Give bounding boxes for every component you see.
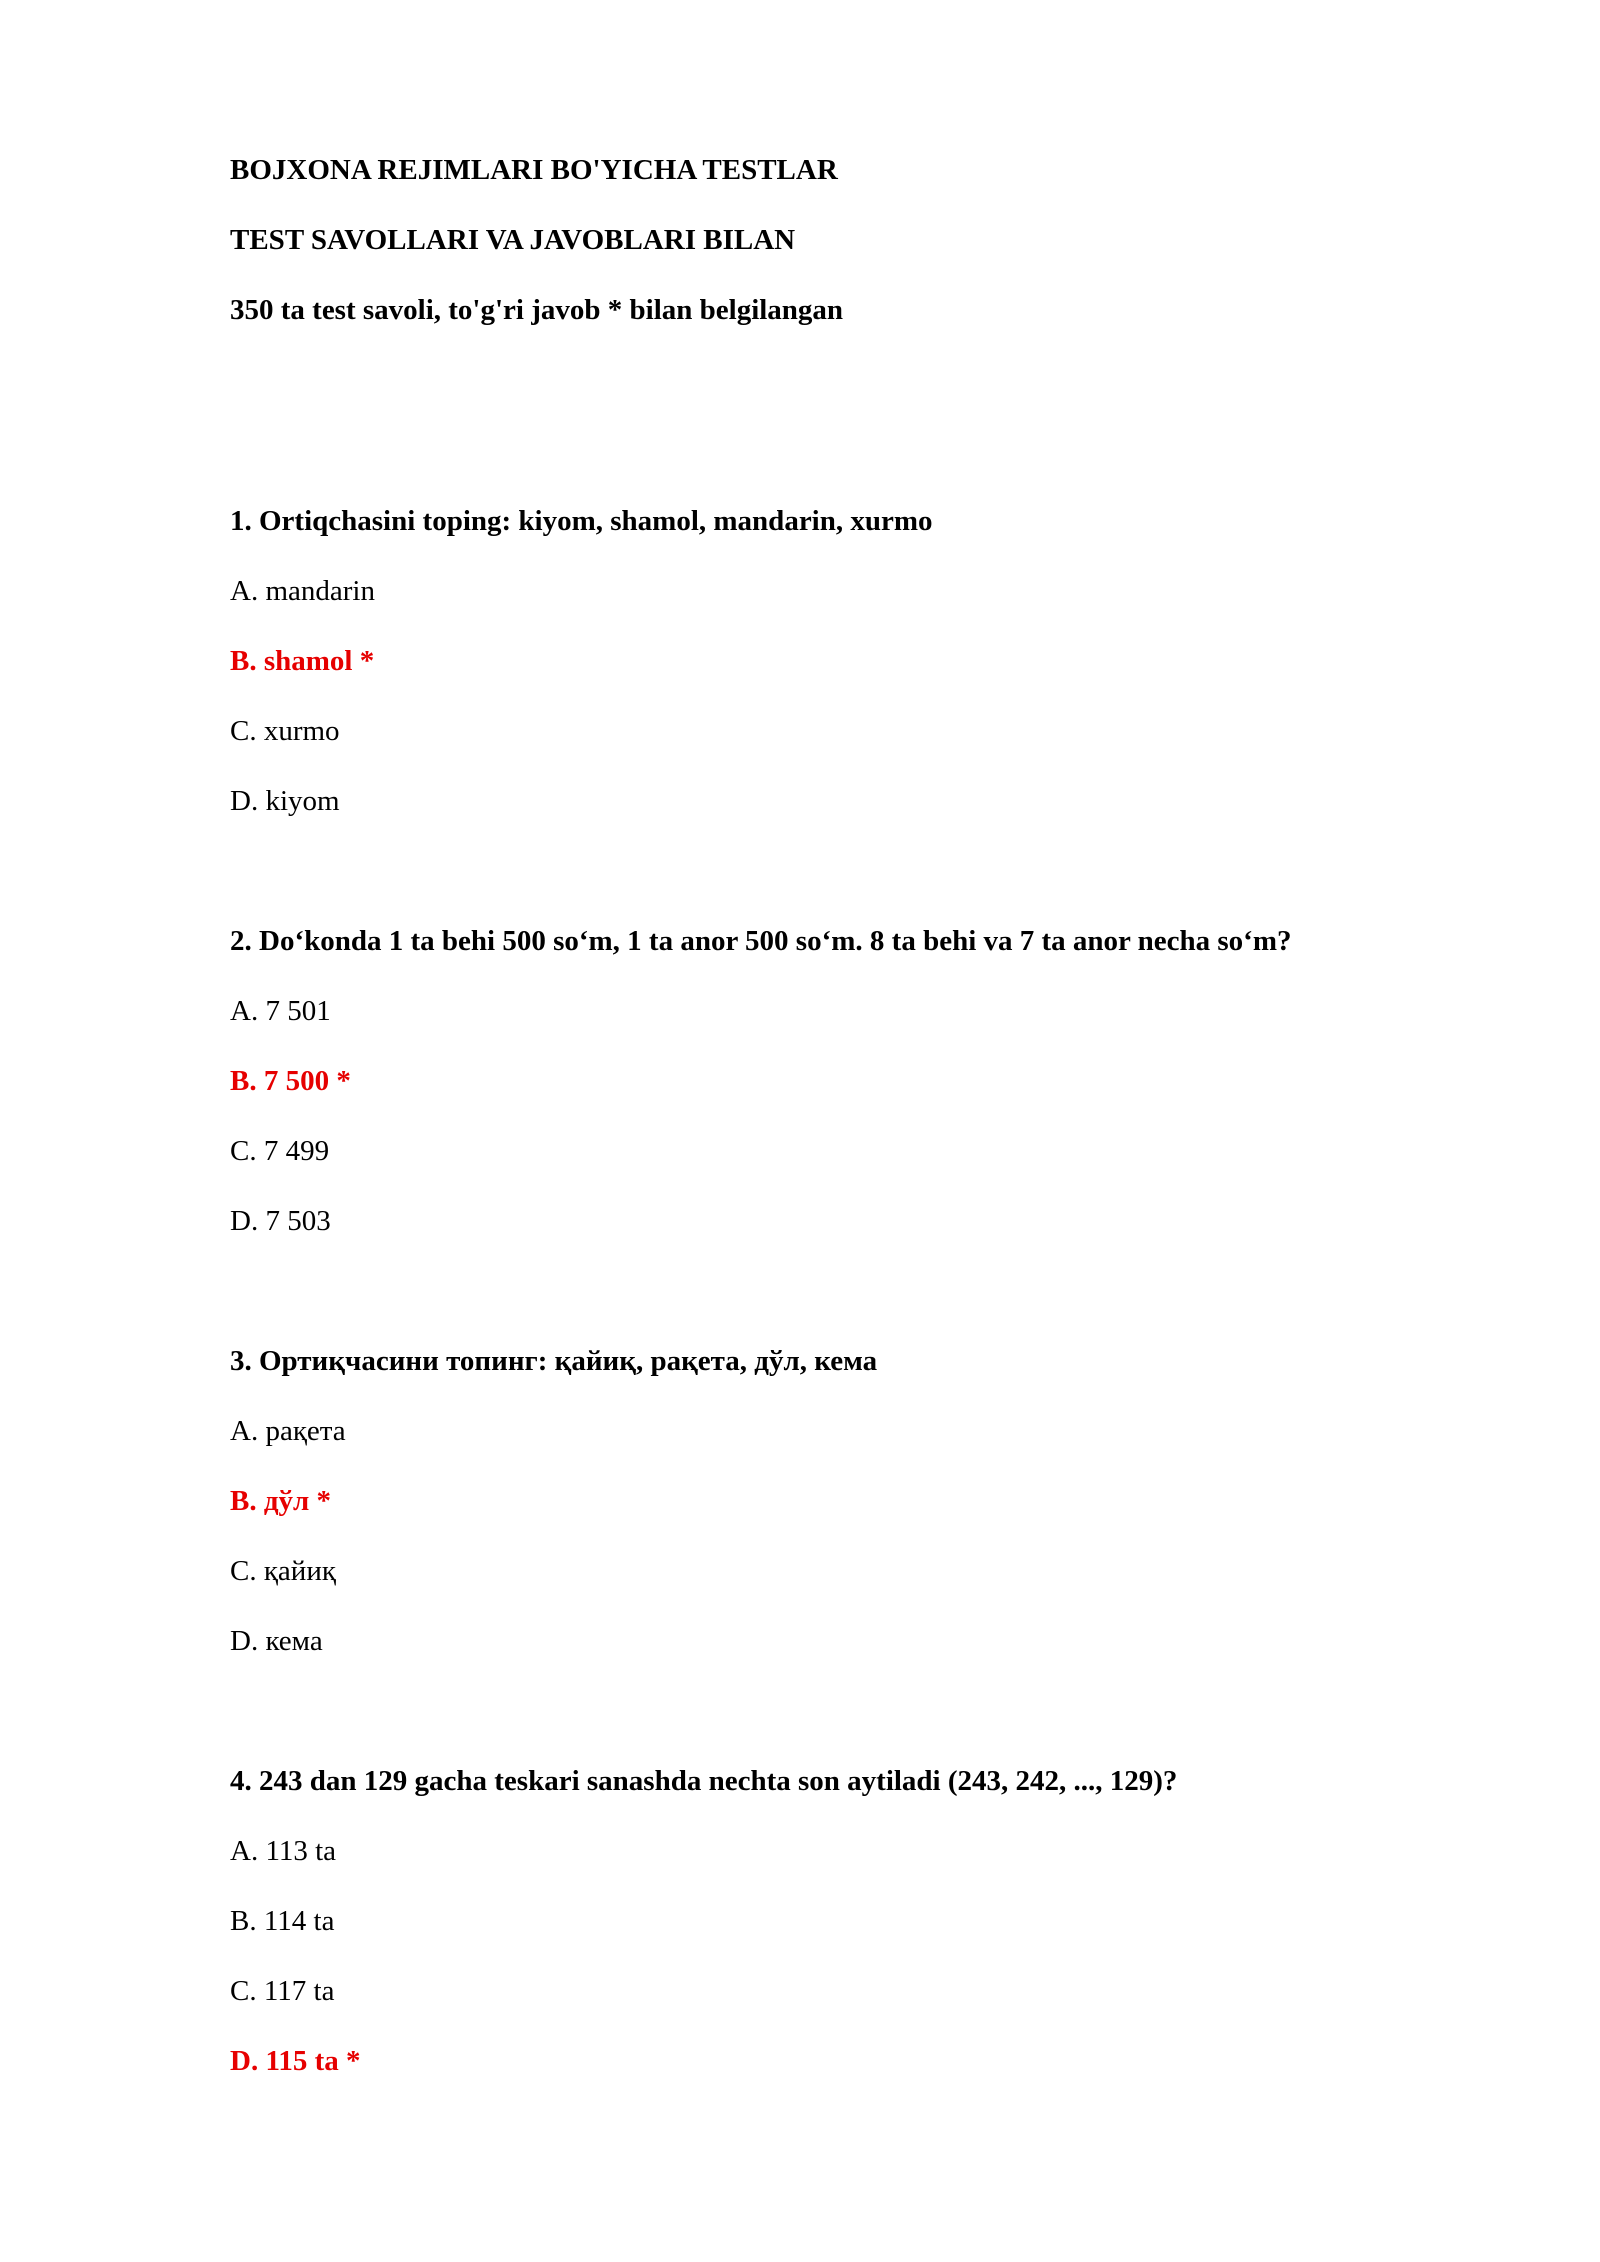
question-2-option-d: D. 7 503 (230, 1205, 331, 1237)
question-1-text: 1. Ortiqchasini toping: kiyom, shamol, mandarin, xurmo (230, 505, 933, 537)
question-3-option-d: D. кема (230, 1625, 323, 1657)
question-2-option-a: A. 7 501 (230, 995, 331, 1027)
question-3-option-a: A. рақета (230, 1415, 346, 1447)
question-3-option-c: C. қайиқ (230, 1555, 336, 1587)
question-4-text: 4. 243 dan 129 gacha teskari sanashda nechta son aytiladi (243, 242, ..., 129)? (230, 1765, 1178, 1797)
question-4-option-a: A. 113 ta (230, 1835, 337, 1867)
question-1-option-d: D. kiyom (230, 785, 340, 817)
document-subtitle: TEST SAVOLLARI VA JAVOBLARI BILAN (230, 224, 796, 256)
question-2-option-b-correct: B. 7 500 * (230, 1065, 351, 1097)
question-3-option-b-correct: B. дўл * (230, 1485, 332, 1517)
document-note: 350 ta test savoli, to'g'ri javob * bilan belgilangan (230, 294, 844, 326)
question-1-option-a: A. mandarin (230, 575, 375, 607)
question-4-option-c: C. 117 ta (230, 1975, 335, 2007)
question-4-option-b: B. 114 ta (230, 1905, 335, 1937)
question-1-option-b-correct: B. shamol * (230, 645, 375, 677)
document-title: BOJXONA REJIMLARI BO'YICHA TESTLAR (230, 154, 838, 186)
question-2-option-c: C. 7 499 (230, 1135, 330, 1167)
question-2-text: 2. Do‘konda 1 ta behi 500 so‘m, 1 ta anor 500 so‘m. 8 ta behi va 7 ta anor necha so‘m? (230, 925, 1292, 957)
question-1-option-c: C. xurmo (230, 715, 340, 747)
question-3-text: 3. Ортиқчасини топинг: қайиқ, рақета, дўл, кема (230, 1345, 878, 1377)
question-4-option-d-correct: D. 115 ta * (230, 2045, 361, 2077)
